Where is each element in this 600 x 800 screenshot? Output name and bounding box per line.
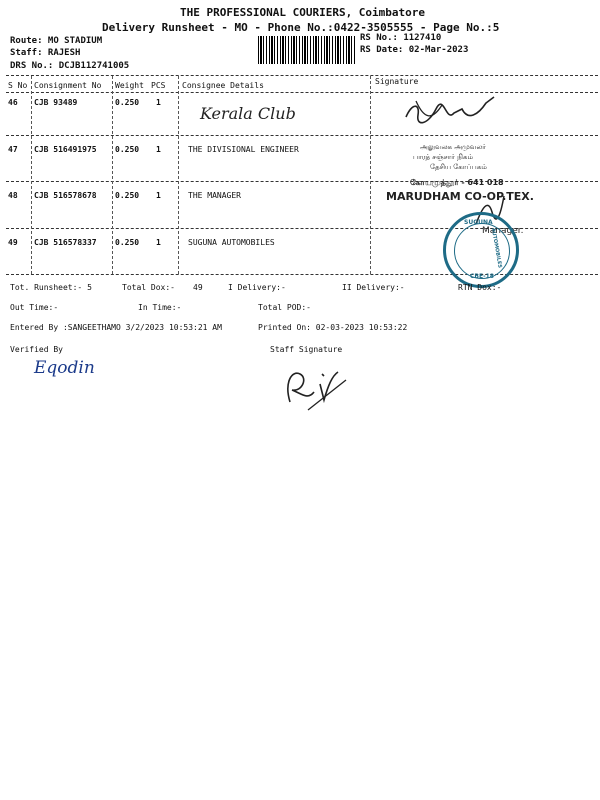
verified-signature: Eqodin [34, 358, 95, 378]
row-divider [6, 135, 598, 136]
row-sno: 49 [8, 238, 18, 247]
row-pcs: 1 [156, 145, 161, 154]
row-sno: 46 [8, 98, 18, 107]
tamil-stamp-line: தேசிய கோப்பகம் [430, 163, 487, 171]
column-divider [31, 76, 32, 274]
column-divider [370, 76, 371, 274]
rs-no-label: RS No.: 1127410 [360, 33, 442, 43]
i-delivery-label: I Delivery:- [228, 283, 286, 292]
staff-signature-label: Staff Signature [270, 345, 343, 354]
row-sno: 47 [8, 145, 18, 154]
row-weight: 0.250 [115, 98, 140, 107]
company-title: THE PROFESSIONAL COURIERS, Coimbatore [180, 6, 426, 19]
runsheet-subtitle: Delivery Runsheet - MO - Phone No.:0422-3505555 - Page No.:5 [102, 21, 500, 34]
company-seal [443, 212, 519, 288]
entered-by: Entered By :SANGEETHAMO 3/2/2023 10:53:21 AM [10, 323, 222, 332]
table-top-border [6, 75, 598, 76]
col-header-weight: Weight [115, 81, 144, 90]
row-weight: 0.250 [115, 145, 140, 154]
row-consignee: SUGUNA AUTOMOBILES [188, 238, 275, 247]
row-weight: 0.250 [115, 191, 140, 200]
row-consignment: CJB 516491975 [34, 145, 97, 154]
column-divider [178, 76, 179, 274]
column-divider [112, 76, 113, 274]
ii-delivery-label: II Delivery:- [342, 283, 405, 292]
seal-text-bottom: CBE-18 [470, 273, 494, 280]
table-header-border [6, 92, 598, 93]
row-consignment: CJB 516578337 [34, 238, 97, 247]
tamil-stamp-line: பாரத் சஞ்சார் நிகம் [413, 153, 473, 161]
rtn-dox-label: RTN Dox:- [458, 283, 502, 292]
col-header-consignee: Consignee Details [182, 81, 264, 90]
manager-stamp: Manager. [482, 226, 524, 236]
row-pcs: 1 [156, 238, 161, 247]
handwritten-consignee: Kerala Club [200, 104, 296, 123]
seal-text-right: AUTOMOBILES [489, 227, 503, 269]
route-label: Route: MO STADIUM [10, 36, 103, 46]
col-header-pcs: PCS [151, 81, 166, 90]
total-pod-label: Total POD:- [258, 303, 311, 312]
total-dox-label: Total Dox:- [122, 283, 175, 292]
row-sno: 48 [8, 191, 18, 200]
row-pcs: 1 [156, 98, 161, 107]
seal-text-top: SUGUNA [464, 219, 493, 226]
row-consignment: CJB 516578678 [34, 191, 97, 200]
total-runsheet: Tot. Runsheet:- 5 [10, 283, 92, 292]
row-divider [6, 181, 598, 182]
out-time-label: Out Time:- [10, 303, 59, 312]
tamil-stamp-line: அலுவலக அமுவலர் [420, 143, 486, 151]
row-consignment: CJB 93489 [34, 98, 78, 107]
drs-label: DRS No.: DCJB112741005 [10, 61, 130, 71]
recipient-signature-46 [398, 95, 508, 133]
row-consignee: THE DIVISIONAL ENGINEER [188, 145, 299, 154]
staff-label: Staff: RAJESH [10, 48, 81, 58]
row-pcs: 1 [156, 191, 161, 200]
row-consignee: THE MANAGER [188, 191, 241, 200]
rs-date-label: RS Date: 02-Mar-2023 [360, 45, 469, 55]
barcode-image [258, 36, 356, 64]
total-dox-value: 49 [193, 283, 203, 292]
col-header-sno: S No [8, 81, 28, 90]
marudham-stamp: MARUDHAM CO-OP.TEX. [386, 190, 534, 203]
in-time-label: In Time:- [138, 303, 182, 312]
col-header-signature: Signature [375, 77, 419, 86]
staff-signature-mark [280, 362, 360, 414]
col-header-consignment: Consignment No [34, 81, 102, 90]
verified-by-label: Verified By [10, 345, 63, 354]
tamil-stamp-pin: கோயமுத்தூர் - 641 018 [410, 178, 504, 187]
row-weight: 0.250 [115, 238, 140, 247]
printed-on: Printed On: 02-03-2023 10:53:22 [258, 323, 408, 332]
